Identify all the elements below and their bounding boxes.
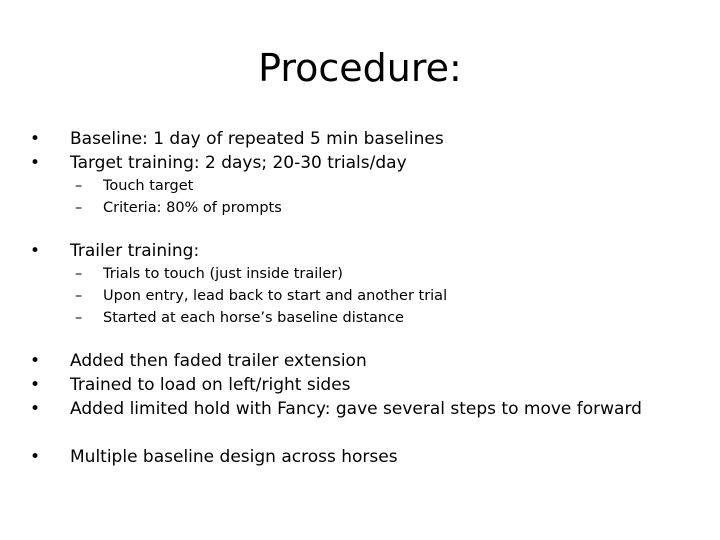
bullet-item <box>30 349 367 373</box>
bullet-text: Multiple baseline design across horses <box>70 447 398 467</box>
sub-bullet-text: Started at each horse’s baseline distance <box>103 310 404 326</box>
sub-bullet-text: Upon entry, lead back to start and another trial <box>103 288 448 304</box>
bullet-marker: • <box>30 351 41 371</box>
sub-bullet-item <box>75 197 282 219</box>
sub-bullet-text: Criteria: 80% of prompts <box>103 200 282 216</box>
sub-bullet-item <box>75 263 343 285</box>
bullet-text: Trained to load on left/right sides <box>70 375 351 395</box>
bullet-text: Target training: 2 days; 20-30 trials/day <box>70 153 407 173</box>
bullet-item <box>30 239 199 263</box>
sub-bullet-item <box>75 175 193 197</box>
bullet-marker: • <box>30 447 41 467</box>
sub-bullet-marker: – <box>75 310 83 326</box>
sub-bullet-marker: – <box>75 266 83 282</box>
sub-bullet-marker: – <box>75 200 83 216</box>
bullet-text: Added limited hold with Fancy: gave several steps to move forward <box>70 399 642 419</box>
bullet-marker: • <box>30 153 41 173</box>
sub-bullet-marker: – <box>75 178 83 194</box>
bullet-text: Trailer training: <box>70 241 200 261</box>
bullet-item <box>30 445 398 469</box>
sub-bullet-marker: – <box>75 288 83 304</box>
sub-bullet-item <box>75 285 447 307</box>
bullet-marker: • <box>30 129 41 149</box>
bullet-item <box>30 397 642 421</box>
sub-bullet-text: Touch target <box>103 178 194 194</box>
bullet-text: Baseline: 1 day of repeated 5 min baselines <box>70 129 444 149</box>
slide-title: Procedure: <box>258 46 462 90</box>
bullet-item <box>30 127 444 151</box>
bullet-marker: • <box>30 375 41 395</box>
bullet-marker: • <box>30 241 41 261</box>
bullet-item <box>30 373 351 397</box>
bullet-text: Added then faded trailer extension <box>70 351 367 371</box>
bullet-item <box>30 151 407 175</box>
sub-bullet-text: Trials to touch (just inside trailer) <box>103 266 343 282</box>
bullet-marker: • <box>30 399 41 419</box>
sub-bullet-item <box>75 307 404 329</box>
